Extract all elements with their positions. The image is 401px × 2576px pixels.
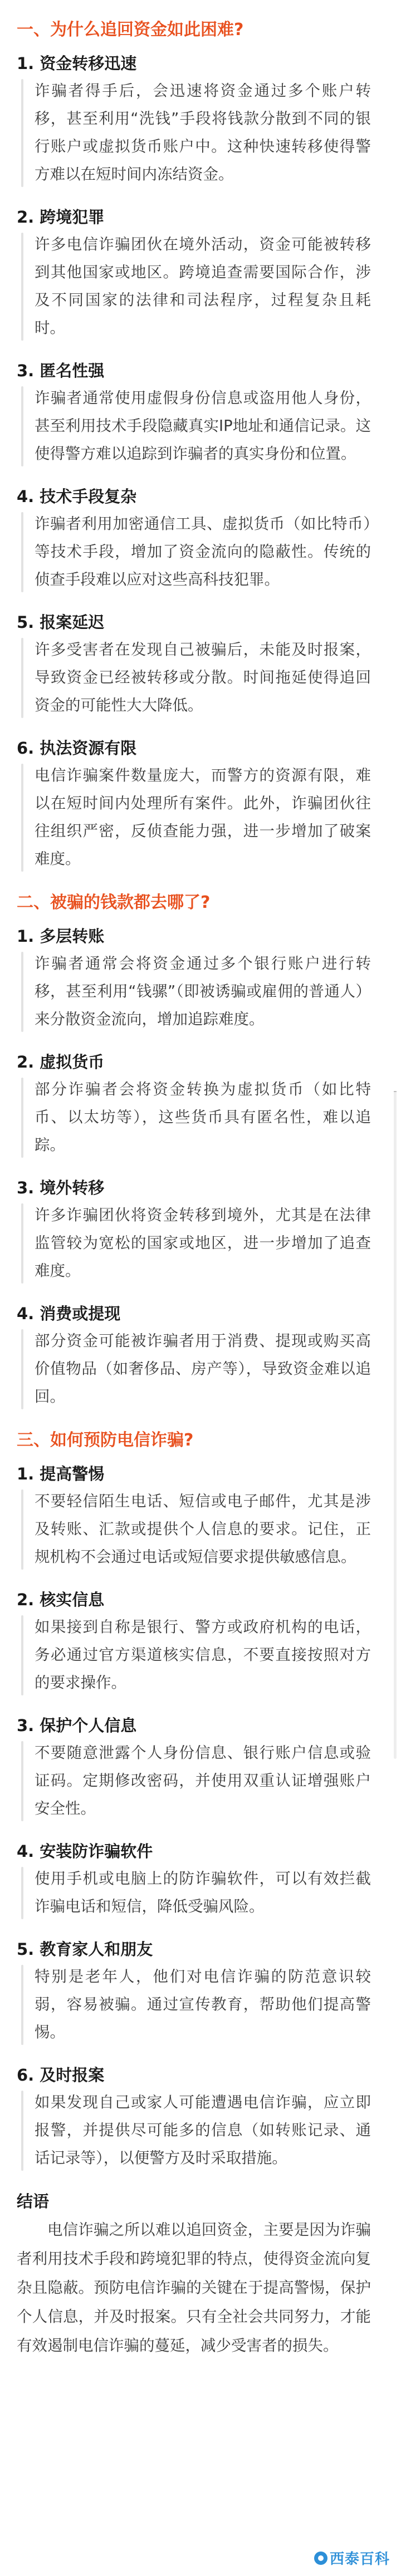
item-title: 5. 报案延迟 (17, 613, 105, 632)
item-body: 诈骗者通常会将资金通过多个银行账户进行转移，甚至利用“钱骡”（即被诱骗或雇佣的普通人）来分散资金流向，增加追踪难度。 (35, 955, 371, 1028)
item-title: 5. 教育家人和朋友 (17, 1940, 153, 1959)
conclusion (17, 2187, 384, 2360)
item-body: 诈骗者得手后，会迅速将资金通过多个账户转移，甚至利用“洗钱”手段将钱款分散到不同的银行账户或虚拟货币账户中。这种快速转移使得警方难以在短时间内冻结资金。 (35, 82, 371, 183)
item-title: 4. 技术手段复杂 (17, 487, 137, 506)
item-title: 6. 及时报案 (17, 2066, 105, 2085)
item-title: 1. 提高警惕 (17, 1464, 105, 1483)
list-item (17, 1049, 384, 1159)
list-item (17, 483, 384, 593)
conclusion-title: 结语 (17, 2192, 50, 2211)
item-rail (21, 638, 23, 718)
item-body: 许多诈骗团伙将资金转移到境外，尤其是在法律监管较为宽松的国家或地区，进一步增加了追查难度。 (35, 1206, 371, 1280)
watermark (314, 2548, 390, 2568)
item-body: 如果接到自称是银行、警方或政府机构的电话，务必通过官方渠道核实信息，不要直接按照对方的要求操作。 (35, 1618, 371, 1692)
list-item (17, 735, 384, 873)
item-body: 如果发现自己或家人可能遭遇电信诈骗，应立即报警，并提供尽可能多的信息（如转账记录、通话记录等），以便警方及时采取措施。 (35, 2093, 371, 2167)
item-body: 部分资金可能被诈骗者用于消费、提现或购买高价值物品（如奢侈品、房产等），导致资金难以追回。 (35, 1332, 371, 1405)
list-item (17, 357, 384, 468)
item-rail (21, 1329, 23, 1409)
item-body: 电信诈骗案件数量庞大，而警方的资源有限，难以在短时间内处理所有案件。此外，诈骗团伙往往组织严密，反侦查能力强，进一步增加了破案难度。 (35, 766, 371, 868)
list-item (17, 1838, 384, 1920)
scrollbar-track[interactable] (394, 1091, 397, 1759)
list-item (17, 1936, 384, 2046)
article-sections (17, 16, 384, 2172)
item-rail (21, 386, 23, 466)
item-rail (21, 512, 23, 592)
list-item (17, 609, 384, 719)
list-item (17, 1461, 384, 1571)
list-item (17, 1300, 384, 1410)
item-body: 许多电信诈骗团伙在境外活动，资金可能被转移到其他国家或地区。跨境追查需要国际合作，涉及不同国家的法律和司法程序，过程复杂且耗时。 (35, 235, 371, 337)
item-rail (21, 1965, 23, 2045)
conclusion-body: 电信诈骗之所以难以追回资金，主要是因为诈骗者利用技术手段和跨境犯罪的特点，使得资金流向复杂且隐蔽。预防电信诈骗的关键在于提高警惕，保护个人信息，并及时报案。只有全社会共同努力，才能有效遏制电信诈骗的蔓延，减少受害者的损失。 (17, 2221, 371, 2354)
item-body: 诈骗者通常使用虚假身份信息或盗用他人身份，甚至利用技术手段隐藏真实IP地址和通信记录。这使得警方难以追踪到诈骗者的真实身份和位置。 (35, 389, 371, 463)
list-item (17, 1586, 384, 1697)
section-heading: 二、被骗的钱款都去哪了? (17, 893, 211, 912)
item-body: 许多受害者在发现自己被骗后，未能及时报案，导致资金已经被转移或分散。时间拖延使得追回资金的可能性大大降低。 (35, 641, 371, 714)
item-title: 1. 资金转移迅速 (17, 54, 137, 73)
item-rail (21, 1867, 23, 1919)
list-item (17, 204, 384, 342)
list-item (17, 1712, 384, 1822)
item-title: 2. 跨境犯罪 (17, 208, 105, 227)
item-rail (21, 1741, 23, 1821)
list-item (17, 1174, 384, 1285)
section-heading: 三、如何预防电信诈骗? (17, 1430, 194, 1450)
item-title: 6. 执法资源有限 (17, 739, 137, 758)
item-rail (21, 233, 23, 341)
item-body: 不要随意泄露个人身份信息、银行账户信息或验证码。定期修改密码，并使用双重认证增强账户安全性。 (35, 1744, 371, 1817)
item-title: 4. 安装防诈骗软件 (17, 1842, 153, 1861)
item-title: 1. 多层转账 (17, 927, 105, 946)
item-body: 诈骗者利用加密通信工具、虚拟货币（如比特币）等技术手段，增加了资金流向的隐蔽性。传统的侦查手段难以应对这些高科技犯罪。 (35, 515, 371, 588)
item-title: 3. 保护个人信息 (17, 1716, 137, 1735)
item-rail (21, 79, 23, 187)
item-rail (21, 2091, 23, 2171)
item-title: 3. 匿名性强 (17, 361, 105, 380)
item-rail (21, 1615, 23, 1695)
item-body: 不要轻信陌生电话、短信或电子邮件，尤其是涉及转账、汇款或提供个人信息的要求。记住，正规机构不会通过电话或短信要求提供敏感信息。 (35, 1492, 371, 1566)
item-rail (21, 764, 23, 872)
item-title: 2. 核实信息 (17, 1590, 105, 1609)
scrollbar-thumb[interactable] (394, 1091, 397, 1092)
item-rail (21, 1078, 23, 1158)
list-item (17, 923, 384, 1033)
item-rail (21, 1489, 23, 1570)
list-item (17, 2062, 384, 2172)
item-title: 3. 境外转移 (17, 1178, 105, 1197)
item-title: 2. 虚拟货币 (17, 1053, 105, 1071)
item-body: 部分诈骗者会将资金转换为虚拟货币（如比特币、以太坊等），这些货币具有匿名性，难以追踪。 (35, 1080, 371, 1154)
item-title: 4. 消费或提现 (17, 1304, 121, 1323)
item-rail (21, 952, 23, 1032)
item-rail (21, 1203, 23, 1284)
section-heading: 一、为什么追回资金如此困难? (17, 20, 244, 40)
item-body: 特别是老年人，他们对电信诈骗的防范意识较弱，容易被骗。通过宣传教育，帮助他们提高警惕。 (35, 1968, 371, 2041)
list-item (17, 50, 384, 188)
watermark-logo-icon (314, 2552, 327, 2565)
watermark-text: 西泰百科 (329, 2551, 390, 2568)
item-body: 使用手机或电脑上的防诈骗软件，可以有效拦截诈骗电话和短信，降低受骗风险。 (35, 1870, 371, 1915)
